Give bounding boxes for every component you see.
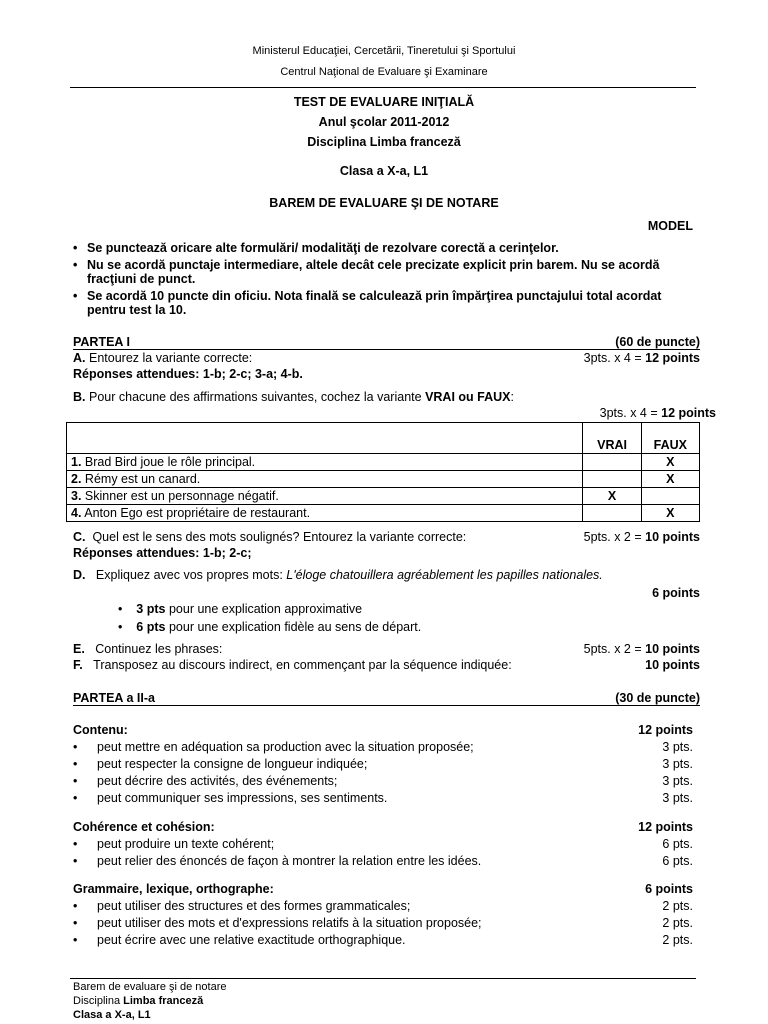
list-item: • peut communiquer ses impressions, ses sentiments. 3 pts. [73, 791, 693, 805]
exercise-a: A. Entourez la variante correcte: 3pts. x 4 = 12 points [73, 351, 700, 365]
exercise-d-score: 6 points [652, 586, 700, 600]
part2-header: PARTEA a II-a (30 de puncte) [73, 691, 700, 705]
table-row: 2. Rémy est un canard. X [67, 471, 700, 488]
vrai-cell: X [583, 488, 641, 505]
exercise-d: D. Expliquez avec vos propres mots: L'éloge chatouillera agréablement les papilles nationales. [73, 568, 603, 582]
ministry-header: Ministerul Educaţiei, Cercetării, Tineretului şi Sportului [252, 45, 516, 57]
table-header-row [67, 423, 700, 454]
section-title: Grammaire, lexique, orthographe: 6 points [73, 882, 693, 896]
exercise-b-score: 3pts. x 4 = 12 points [599, 406, 716, 420]
bullet-icon: • [118, 620, 123, 634]
table-row: 3. Skinner est un personnage négatif. X [67, 488, 700, 505]
bullet-icon: • [118, 602, 123, 616]
part1-header: PARTEA I (60 de puncte) [73, 335, 700, 349]
vrai-cell [583, 505, 641, 522]
exercise-f: F. Transposez au discours indirect, en commençant par la séquence indiquée: 10 points [73, 658, 700, 672]
footer-class: Clasa a X-a, L1 [73, 1009, 151, 1021]
faux-cell: X [641, 471, 699, 488]
list-item: • peut respecter la consigne de longueur indiquée; 3 pts. [73, 757, 693, 771]
vrai-faux-table [66, 422, 700, 522]
footer-barem: Barem de evaluare şi de notare [73, 981, 227, 993]
footer-divider [70, 978, 696, 979]
bullet-icon: • [73, 933, 78, 947]
bullet-icon: • [73, 289, 78, 303]
header-divider [70, 87, 696, 88]
exercise-a-answer: Réponses attendues: 1-b; 2-c; 3-a; 4-b. [73, 367, 303, 381]
bullet-icon: • [73, 854, 78, 868]
vrai-cell [583, 454, 641, 471]
part2-underline [73, 705, 700, 706]
bullet-icon: • [73, 258, 78, 272]
exercise-c: C. Quel est le sens des mots soulignés? Entourez la variante correcte: 5pts. x 2 = 10 points [73, 530, 700, 544]
list-item: • peut décrire des activités, des événements; 3 pts. [73, 774, 693, 788]
exercise-c-answer: Réponses attendues: 1-b; 2-c; [73, 546, 252, 560]
col-vrai-header: VRAI [583, 423, 641, 454]
vrai-cell [583, 471, 641, 488]
center-header: Centrul Naţional de Evaluare şi Examinare [280, 66, 488, 78]
table-row: 1. Brad Bird joue le rôle principal. X [67, 454, 700, 471]
bullet-icon: • [73, 241, 78, 255]
col-faux-header: FAUX [641, 423, 699, 454]
table-row: 4. Anton Ego est propriétaire de restaurant. X [67, 505, 700, 522]
list-item: • 3 pts pour une explication approximative [118, 602, 363, 616]
barem-title: BAREM DE EVALUARE ŞI DE NOTARE [269, 196, 499, 210]
faux-cell [641, 488, 699, 505]
list-item: • peut produire un texte cohérent; 6 pts. [73, 837, 693, 851]
bullet-icon: • [73, 791, 78, 805]
list-item: • 6 pts pour une explication fidèle au sens de départ. [118, 620, 422, 634]
section-title: Cohérence et cohésion: 12 points [73, 820, 693, 834]
bullet-icon: • [73, 774, 78, 788]
discipline: Disciplina Limba franceză [307, 135, 461, 149]
faux-cell: X [641, 505, 699, 522]
bullet-icon: • [73, 740, 78, 754]
test-title: TEST DE EVALUARE INIŢIALĂ [293, 95, 475, 109]
exercise-b: B. Pour chacune des affirmations suivantes, cochez la variante VRAI ou FAUX: [73, 390, 514, 404]
footer-discipline: Disciplina Limba franceză [73, 995, 204, 1007]
bullet-icon: • [73, 757, 78, 771]
faux-cell: X [641, 454, 699, 471]
exercise-e: E. Continuez les phrases: 5pts. x 2 = 10 points [73, 642, 700, 656]
class-level: Clasa a X-a, L1 [339, 164, 429, 178]
bullet-icon: • [73, 916, 78, 930]
school-year: Anul şcolar 2011-2012 [318, 115, 450, 129]
list-item: • peut utiliser des mots et d'expressions relatifs à la situation proposée; 2 pts. [73, 916, 693, 930]
list-item: • peut écrire avec une relative exactitude orthographique. 2 pts. [73, 933, 693, 947]
section-title: Contenu: 12 points [73, 723, 693, 737]
bullet-icon: • [73, 837, 78, 851]
bullet-icon: • [73, 899, 78, 913]
list-item: • peut mettre en adéquation sa production avec la situation proposée; 3 pts. [73, 740, 693, 754]
model-label: MODEL [647, 219, 693, 233]
list-item: • peut relier des énoncés de façon à montrer la relation entre les idées. 6 pts. [73, 854, 693, 868]
list-item: • peut utiliser des structures et des formes grammaticales; 2 pts. [73, 899, 693, 913]
